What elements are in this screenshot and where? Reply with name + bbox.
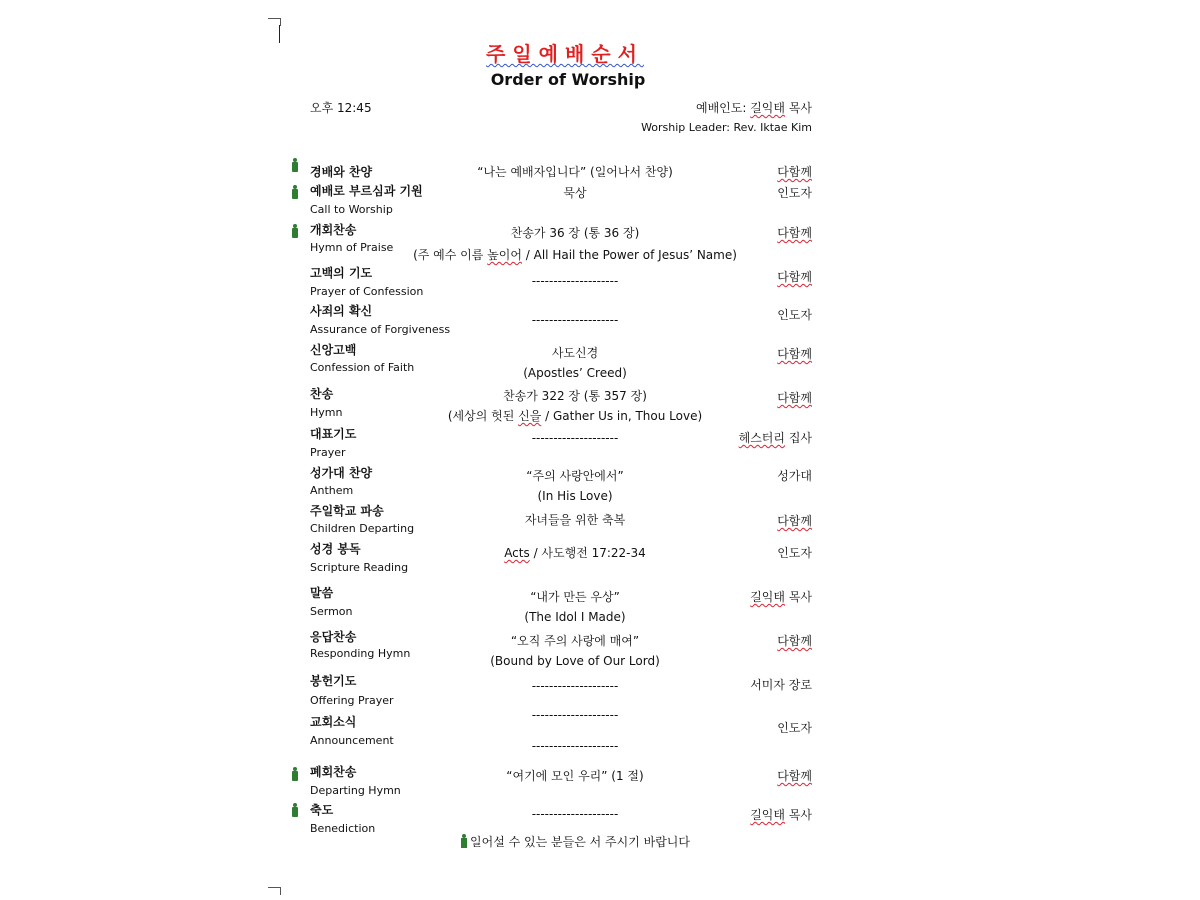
- item-content[interactable]: “오직 주의 사랑에 매여”: [510, 634, 640, 648]
- item-content-subline[interactable]: (In His Love): [537, 489, 613, 503]
- worship-leader-korean[interactable]: 예배인도: 길익태 목사: [695, 101, 812, 115]
- item-title-english[interactable]: Departing Hymn: [310, 784, 401, 797]
- item-content[interactable]: --------------------: [531, 807, 619, 821]
- item-title-korean[interactable]: 주일학교 파송: [310, 504, 384, 518]
- item-content[interactable]: “여기에 모인 우리” (1 절): [506, 769, 644, 783]
- item-content-subline[interactable]: --------------------: [531, 739, 619, 753]
- item-content[interactable]: 찬송가 322 장 (통 357 장): [503, 389, 647, 403]
- item-content-subline[interactable]: (주 예수 이름 높이어 / All Hail the Power of Jesus’ Name): [413, 248, 737, 262]
- item-title-korean[interactable]: 성경 봉독: [310, 542, 361, 556]
- item-title-english[interactable]: Anthem: [310, 484, 354, 497]
- item-leader[interactable]: 다함께: [777, 769, 812, 783]
- item-leader[interactable]: 다함께: [777, 347, 812, 361]
- item-title-english[interactable]: Sermon: [310, 605, 353, 618]
- item-leader[interactable]: 다함께: [777, 391, 812, 405]
- item-leader[interactable]: 길익태 목사: [750, 808, 812, 822]
- item-title-korean[interactable]: 개회찬송: [310, 223, 357, 237]
- leader-name-korean[interactable]: 길익태: [750, 101, 785, 115]
- item-title-english[interactable]: Offering Prayer: [310, 694, 394, 707]
- item-content[interactable]: Acts / 사도행전 17:22-34: [504, 546, 646, 560]
- crop-mark-top-left: [268, 18, 280, 19]
- item-title-korean[interactable]: 대표기도: [310, 427, 357, 441]
- item-content[interactable]: 사도신경: [551, 346, 599, 360]
- crop-mark-top-left-vertical: [280, 18, 281, 26]
- item-content[interactable]: --------------------: [531, 679, 619, 693]
- item-content-subline[interactable]: (Bound by Love of Our Lord): [490, 654, 660, 668]
- item-leader[interactable]: 헤스터리 집사: [738, 431, 812, 445]
- item-leader[interactable]: 서미자 장로: [750, 678, 812, 692]
- item-title-korean[interactable]: 성가대 찬양: [310, 466, 373, 480]
- item-title-korean[interactable]: 축도: [310, 803, 334, 817]
- item-leader[interactable]: 인도자: [777, 546, 812, 560]
- item-title-english[interactable]: Hymn of Praise: [310, 241, 394, 254]
- item-content[interactable]: --------------------: [531, 708, 619, 722]
- item-title-korean[interactable]: 신앙고백: [310, 343, 357, 357]
- item-leader[interactable]: 다함께: [777, 634, 812, 648]
- standing-person-icon: [290, 803, 300, 817]
- item-title-english[interactable]: Benediction: [310, 822, 376, 835]
- item-content-subline[interactable]: (세상의 헛된 신을 / Gather Us in, Thou Love): [447, 409, 703, 423]
- item-content[interactable]: “주의 사랑안에서”: [526, 469, 624, 483]
- item-content[interactable]: “내가 만든 우상”: [530, 590, 620, 604]
- item-title-english[interactable]: Call to Worship: [310, 203, 393, 216]
- item-content[interactable]: 묵상: [563, 186, 587, 200]
- title-english[interactable]: Order of Worship: [490, 70, 646, 89]
- item-title-korean[interactable]: 예배로 부르심과 기원: [310, 184, 423, 198]
- item-title-english[interactable]: Announcement: [310, 734, 394, 747]
- item-leader[interactable]: 다함께: [777, 514, 812, 528]
- item-title-english[interactable]: Responding Hymn: [310, 647, 411, 660]
- title-korean[interactable]: 주일예배순서: [486, 42, 644, 66]
- standing-note[interactable]: 일어설 수 있는 분들은 서 주시기 바랍니다: [0, 833, 1150, 850]
- worship-leader-english[interactable]: Worship Leader: Rev. Iktae Kim: [641, 121, 812, 134]
- standing-person-icon: [460, 834, 468, 848]
- item-title-korean[interactable]: 교회소식: [310, 715, 357, 729]
- item-leader[interactable]: 인도자: [777, 186, 812, 200]
- item-title-english[interactable]: Confession of Faith: [310, 361, 415, 374]
- item-leader[interactable]: 인도자: [777, 721, 812, 735]
- crop-mark-bottom-left-vertical: [280, 887, 281, 895]
- item-title-korean[interactable]: 경배와 찬양: [310, 165, 373, 179]
- item-content[interactable]: --------------------: [531, 274, 619, 288]
- item-title-english[interactable]: Prayer: [310, 446, 346, 459]
- item-content[interactable]: 찬송가 36 장 (통 36 장): [510, 226, 640, 240]
- item-title-english[interactable]: Scripture Reading: [310, 561, 409, 574]
- standing-person-icon: [290, 185, 300, 199]
- item-title-korean[interactable]: 폐회찬송: [310, 765, 357, 779]
- crop-mark-bottom-left: [268, 887, 280, 888]
- item-title-korean[interactable]: 찬송: [310, 387, 334, 401]
- item-title-korean[interactable]: 말씀: [310, 586, 334, 600]
- item-content[interactable]: --------------------: [531, 431, 619, 445]
- standing-person-icon: [290, 224, 300, 238]
- item-content[interactable]: “나는 예배자입니다” (일어나서 찬양): [477, 165, 673, 179]
- item-leader[interactable]: 길익태 목사: [750, 590, 812, 604]
- standing-person-icon: [290, 767, 300, 781]
- item-title-korean[interactable]: 응답찬송: [310, 630, 357, 644]
- item-title-korean[interactable]: 봉헌기도: [310, 674, 357, 688]
- item-content-subline[interactable]: (The Idol I Made): [524, 610, 626, 624]
- item-content[interactable]: --------------------: [531, 313, 619, 327]
- item-content-subline[interactable]: (Apostles’ Creed): [523, 366, 627, 380]
- item-title-korean[interactable]: 고백의 기도: [310, 266, 373, 280]
- item-title-english[interactable]: Prayer of Confession: [310, 285, 424, 298]
- standing-person-icon: [290, 158, 300, 172]
- item-leader[interactable]: 다함께: [777, 226, 812, 240]
- item-leader[interactable]: 성가대: [777, 469, 812, 483]
- item-title-english[interactable]: Children Departing: [310, 522, 415, 535]
- item-leader[interactable]: 다함께: [777, 270, 812, 284]
- item-title-korean[interactable]: 사죄의 확신: [310, 304, 373, 318]
- item-leader[interactable]: 인도자: [777, 308, 812, 322]
- item-leader[interactable]: 다함께: [777, 165, 812, 179]
- item-title-english[interactable]: Hymn: [310, 406, 343, 419]
- item-content[interactable]: 자녀들을 위한 축복: [524, 513, 626, 527]
- service-time[interactable]: 오후 12:45: [310, 101, 372, 115]
- item-title-english[interactable]: Assurance of Forgiveness: [310, 323, 451, 336]
